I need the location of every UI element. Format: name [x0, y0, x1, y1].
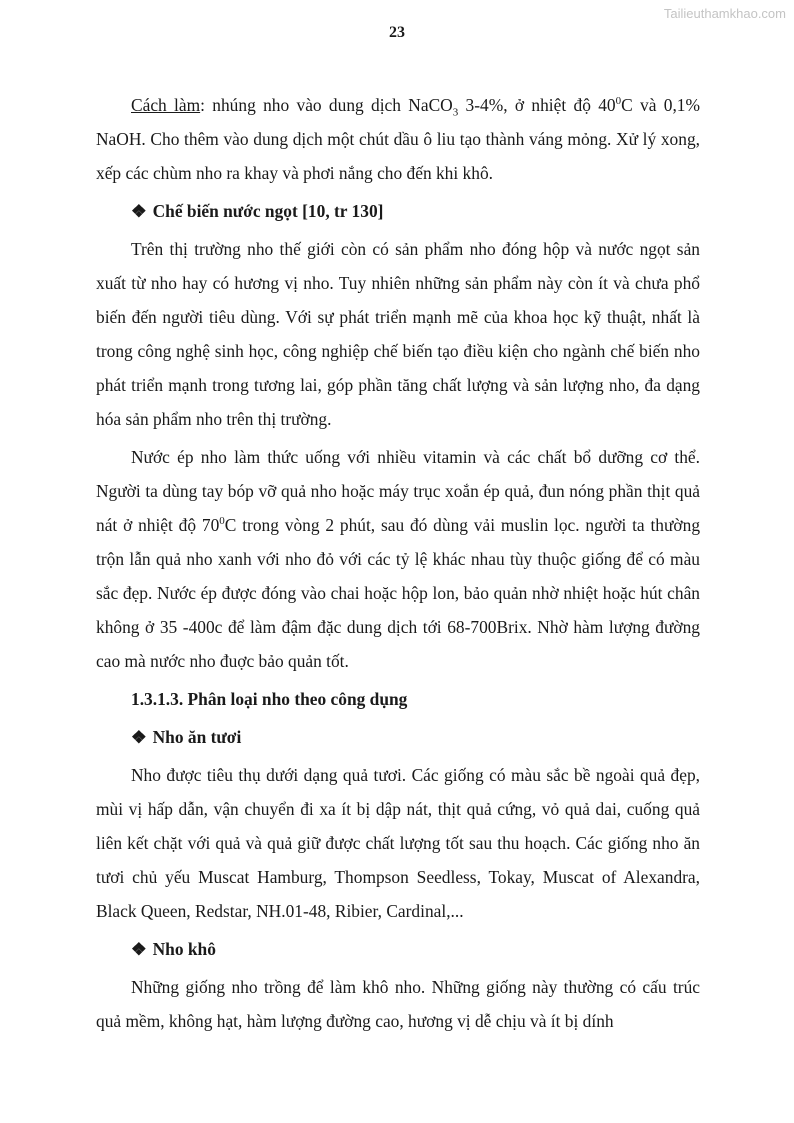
juice-text-b: C trong vòng 2 phút, sau đó dùng vải muslin lọc. người ta thường trộn lẫn quả nho xanh với nho đỏ với các tỷ lệ khác nhau tùy thuộc giống để có màu sắc đẹp. Nước ép được đóng vào chai hoặc hộp lon, bảo quản nhờ nhiệt hoặc hút chân không ở 35 -400c để làm đậm đặc dung dịch tới 68-700Brix. Nhờ hàm lượng đường cao mà nước nho đuợc bảo quản tốt. — [96, 515, 701, 671]
section-title: Chế biến nước ngọt [10, tr 130] — [152, 201, 384, 221]
heading-classification: 1.3.1.3. Phân loại nho theo công dụng — [131, 689, 408, 709]
page-number: 23 — [389, 24, 405, 41]
juice-text-a: Nước ép nho làm thức uống với nhiều vitamin và các chất bổ dưỡng cơ thể. Người ta dùng tay bóp vỡ quả nho hoặc máy trục xoắn ép quả, đun nóng phần thịt quả nát ở nhiệt độ 70 — [96, 447, 700, 535]
degree-superscript: 0 — [615, 95, 622, 108]
formula-subscript: 3 — [452, 106, 459, 119]
diamond-bullet-icon: ❖ — [131, 939, 147, 959]
section-heading-dried — [96, 932, 700, 966]
paragraph-market: Trên thị trường nho thế giới còn có sản phẩm nho đóng hộp và nước ngọt sản xuất từ nho hay có hương vị nho. Tuy nhiên những sản phẩm này còn ít và chưa phổ biến đến người tiêu dùng. Với sự phát triển mạnh mẽ của khoa học kỹ thuật, nhất là trong công nghệ sinh học, công nghiệp chế biến tạo điều kiện cho ngành chế biến nho phát triển mạnh trong tương lai, góp phần tăng chất lượng và sản lượng nho, đa dạng hóa sản phẩm nho trên thị trường. — [96, 239, 700, 429]
method-label: Cách làm — [131, 95, 201, 115]
method-text-a: : nhúng nho vào dung dịch NaCO — [200, 95, 453, 115]
degree-superscript: 0 — [219, 515, 225, 528]
section-title: Nho khô — [152, 939, 216, 959]
diamond-bullet-icon: ❖ — [131, 201, 147, 221]
method-text-c: C và 0,1% NaOH. Cho thêm vào dung dịch một chút dầu ô liu tạo thành váng mỏng. Xử lý xong, xếp các chùm nho ra khay và phơi nắng cho đến khi khô. — [96, 95, 700, 183]
section-heading-fresh — [96, 720, 700, 754]
watermark: Tailieuthamkhao.com — [663, 6, 786, 21]
document-body — [96, 88, 700, 1042]
method-text-b: 3-4%, ở nhiệt độ 40 — [458, 95, 616, 115]
section-heading-soft-drink — [96, 194, 700, 228]
diamond-bullet-icon: ❖ — [131, 727, 147, 747]
paragraph-dried: Những giống nho trồng để làm khô nho. Những giống này thường có cấu trúc quả mềm, không hạt, hàm lượng đường cao, hương vị dễ chịu và ít bị dính — [96, 977, 700, 1031]
paragraph-juice — [96, 440, 700, 678]
section-title: Nho ăn tươi — [152, 727, 242, 747]
paragraph-method — [96, 88, 700, 190]
paragraph-fresh: Nho được tiêu thụ dưới dạng quả tươi. Các giống có màu sắc bề ngoài quả đẹp, mùi vị hấp dẫn, vận chuyển đi xa ít bị dập nát, thịt quả cứng, vỏ quả dai, cuống quả liên kết chặt với quả và quả giữ được chất lượng tốt sau thu hoạch. Các giống nho ăn tươi chủ yếu Muscat Hamburg, Thompson Seedless, Tokay, Muscat of Alexandra, Black Queen, Redstar, NH.01-48, Ribier, Cardinal,... — [96, 765, 700, 921]
